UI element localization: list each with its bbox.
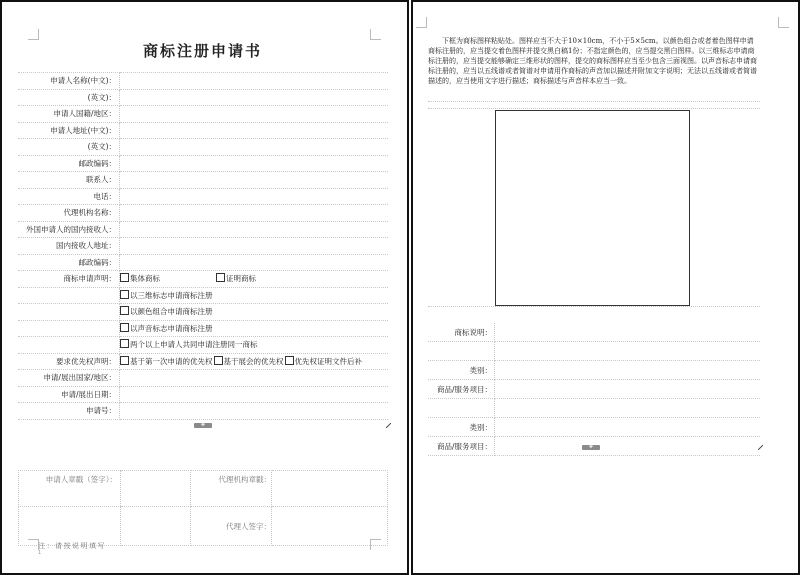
field-label: 类别： [428, 361, 495, 380]
declaration-options-row [120, 271, 389, 288]
field-label: 类别： [428, 418, 495, 437]
fill-note: 注：请按说明填写 [38, 542, 106, 550]
margin-corner-icon [416, 17, 427, 28]
field-value[interactable] [120, 155, 389, 172]
applicant-seal-label: 申请人章戳（签字）： [19, 471, 121, 507]
field-value[interactable] [120, 205, 389, 222]
option-label: 以声音标志申请商标注册 [130, 323, 213, 333]
priority-docs-later-option[interactable] [285, 354, 363, 369]
sound-option[interactable] [120, 320, 389, 337]
field-value[interactable] [120, 89, 389, 106]
field-label: 申请人国籍/地区： [18, 106, 120, 123]
priority-options-row [120, 353, 389, 370]
checkbox-icon[interactable] [120, 290, 129, 299]
field-value[interactable] [495, 323, 761, 342]
table-resize-icon[interactable] [758, 445, 763, 450]
checkbox-icon[interactable] [120, 273, 129, 282]
field-value[interactable] [120, 386, 389, 403]
field-label: 申请人地址(中文)： [18, 122, 120, 139]
checkbox-icon[interactable] [120, 323, 129, 332]
field-value[interactable] [120, 122, 389, 139]
field-value[interactable] [120, 188, 389, 205]
agency-seal-label: 代理机构章戳： [191, 471, 272, 507]
margin-corner-icon [370, 29, 381, 40]
page-number: 1 [38, 550, 42, 556]
option-label: 证明商标 [226, 274, 256, 284]
field-label: 邮政编码： [18, 155, 120, 172]
field-value[interactable] [120, 238, 389, 255]
field-label: (英文)： [18, 89, 120, 106]
field-label: 电话： [18, 188, 120, 205]
application-form-table [18, 72, 388, 420]
checkbox-icon[interactable] [120, 339, 129, 348]
option-label: 基于第一次申请的优先权 [130, 356, 213, 366]
field-value[interactable] [120, 172, 389, 189]
margin-corner-icon [778, 17, 789, 28]
field-value[interactable] [120, 254, 389, 271]
field-label: 外国申请人的国内接收人： [18, 221, 120, 238]
field-value[interactable] [495, 418, 761, 437]
field-label: 商标说明： [428, 323, 495, 342]
field-value[interactable] [120, 106, 389, 123]
option-label: 两个以上申请人共同申请注册同一商标 [130, 340, 258, 350]
shared-application-option[interactable] [120, 337, 389, 354]
checkbox-icon[interactable] [120, 306, 129, 315]
field-label: 商品/服务项目： [428, 380, 495, 399]
priority-label: 要求优先权声明： [18, 353, 120, 370]
option-label: 优先权证明文件后补 [294, 356, 362, 366]
field-label: 申请/展出日期： [18, 386, 120, 403]
field-label: 代理机构名称： [18, 205, 120, 222]
color-option[interactable] [120, 304, 389, 321]
option-label: 基于展会的优先权 [223, 356, 284, 366]
agent-sign-field[interactable] [272, 507, 388, 546]
field-value[interactable] [120, 139, 389, 156]
collective-mark-option[interactable] [120, 271, 160, 286]
signature-table [18, 470, 388, 546]
exhibition-priority-option[interactable] [214, 354, 284, 369]
field-label: 邮政编码： [18, 254, 120, 271]
image-paste-instructions: 下框为商标图样粘贴处。图样应当不大于10×10cm，不小于5×5cm。以颜色组合或者着色图样申请商标注册的，应当提交着色图样并提交黑白稿1份；不指定颜色的，应当提交黑白图样。以三维标志申请商标注册的，应当提交能够确定三维形状的图样，提交的商标图样应当至少包含三面视图。以声音标志申请商标注册的，应当以五线谱或者简谱对申请用作商标的声音加以描述并附加文字说明；无法以五线谱或者简谱描述的，应当使用文字进行描述；商标描述与声音样本应当一致。 [428, 37, 757, 85]
trademark-image-box[interactable] [495, 110, 690, 306]
field-label: 申请号： [18, 403, 120, 420]
first-application-priority-option[interactable] [120, 354, 213, 369]
field-label: 申请人名称(中文)： [18, 73, 120, 90]
field-value[interactable] [495, 437, 761, 456]
field-value[interactable] [120, 73, 389, 90]
document-title: 商标注册申请书 [142, 42, 262, 60]
agent-sign-label: 代理人签字： [191, 507, 272, 546]
three-d-option[interactable] [120, 287, 389, 304]
agency-seal-field[interactable] [272, 471, 388, 507]
field-label: 联系人： [18, 172, 120, 189]
option-label: 以颜色组合申请商标注册 [130, 307, 213, 317]
certification-mark-option[interactable] [216, 271, 256, 286]
option-label: 集体商标 [130, 274, 160, 284]
field-value[interactable] [120, 221, 389, 238]
trademark-details-table [428, 323, 760, 456]
field-label: (英文)： [18, 139, 120, 156]
table-resize-icon[interactable] [386, 423, 391, 428]
option-label: 以三维标志申请商标注册 [130, 290, 213, 300]
field-label: 商品/服务项目： [428, 437, 495, 456]
checkbox-icon[interactable] [214, 356, 223, 365]
margin-corner-icon [28, 29, 39, 40]
field-value[interactable] [495, 361, 761, 380]
applicant-seal-field[interactable] [121, 471, 191, 507]
table-move-handle-icon[interactable]: ✥ [582, 445, 600, 450]
checkbox-icon[interactable] [285, 356, 294, 365]
checkbox-icon[interactable] [120, 356, 129, 365]
table-move-handle-icon[interactable]: ✥ [194, 423, 212, 428]
field-value[interactable] [495, 380, 761, 399]
field-value[interactable] [120, 370, 389, 387]
field-label: 申请/展出国家/地区： [18, 370, 120, 387]
declaration-label: 商标申请声明： [18, 271, 120, 288]
field-value[interactable] [120, 403, 389, 420]
field-label: 国内接收人地址： [18, 238, 120, 255]
checkbox-icon[interactable] [216, 273, 225, 282]
